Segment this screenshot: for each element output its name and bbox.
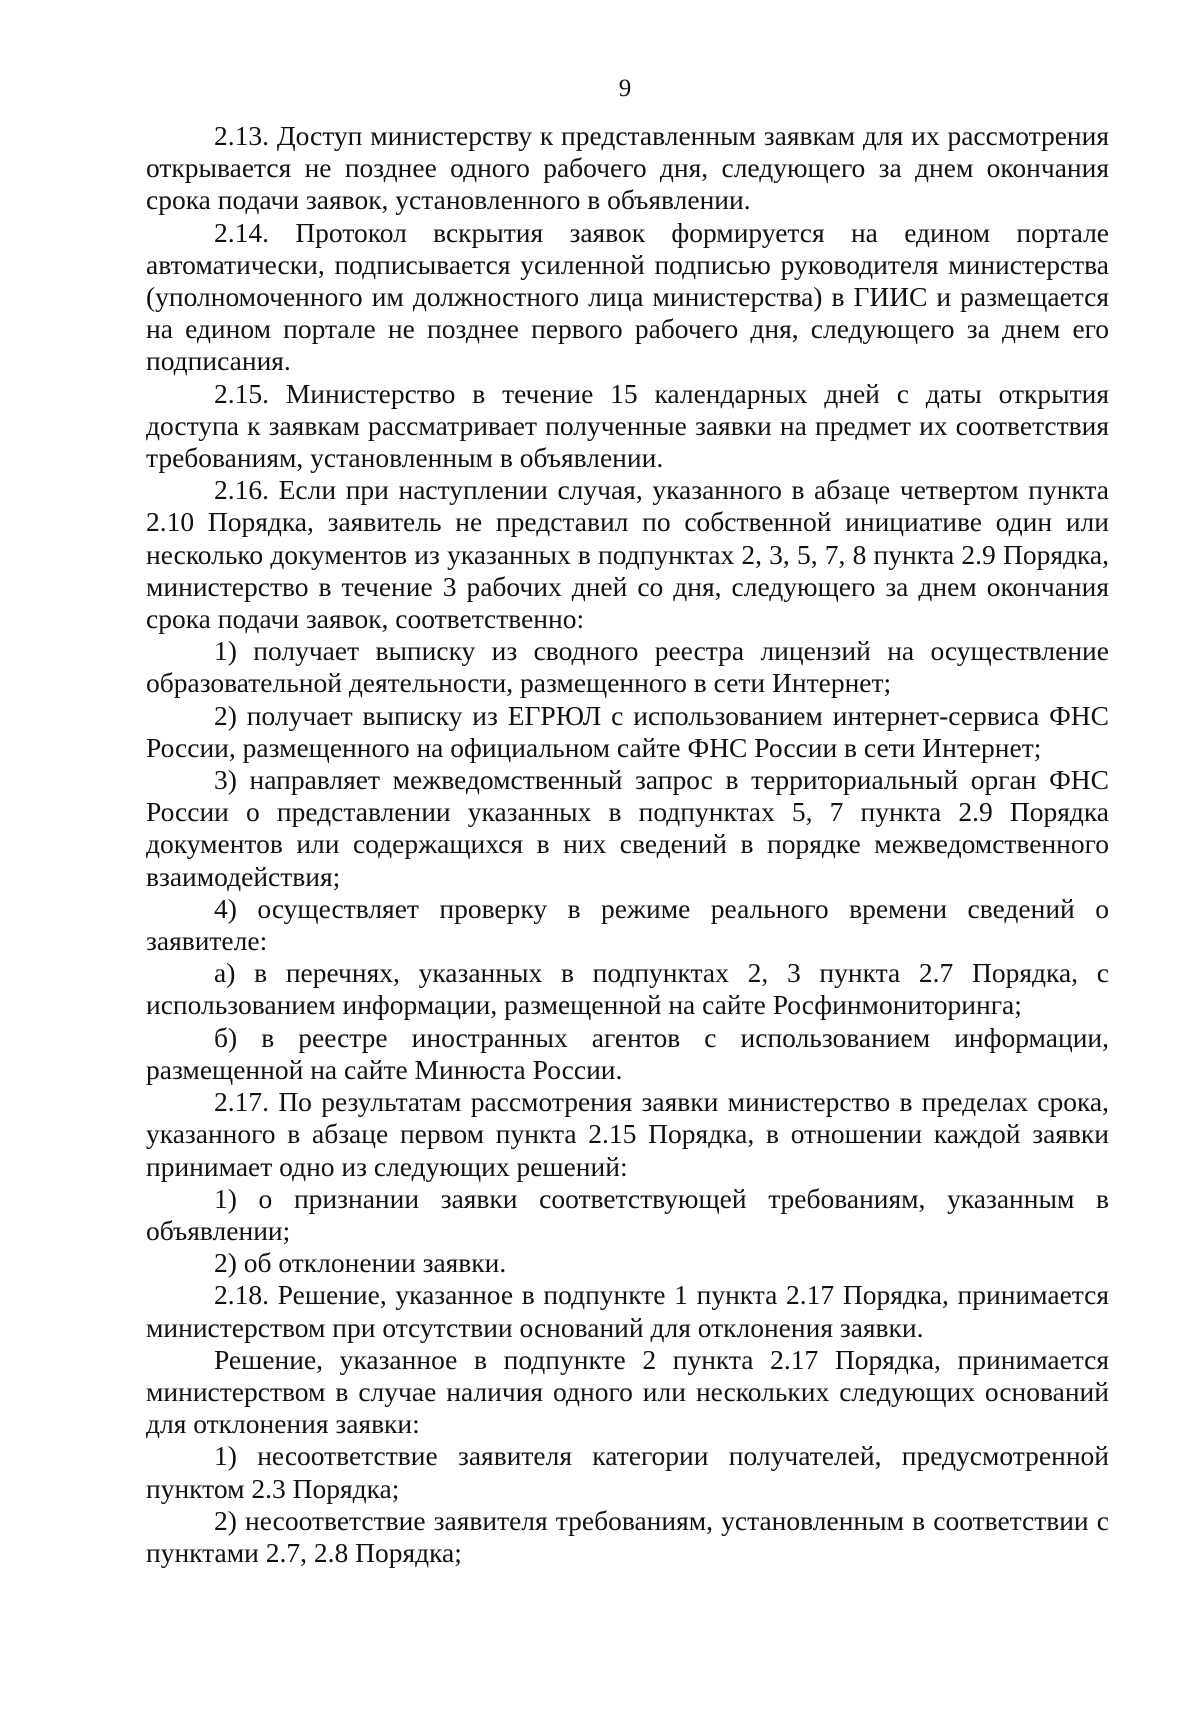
list-item-2-16-3: 3) направляет межведомственный запрос в территориальный орган ФНС России о представлении указанных в подпунктах 5, 7 пункта 2.9 Порядка документов или содержащихся в них сведений в порядке межведомственного взаимодействия; <box>146 764 1109 892</box>
sub-item-2-16-4-b: б) в реестре иностранных агентов с использованием информации, размещенной на сайте Минюста России. <box>146 1021 1109 1085</box>
paragraph-2-18-decision: Решение, указанное в подпункте 2 пункта 2.17 Порядка, принимается министерством в случае наличия одного или нескольких следующих оснований для отклонения заявки: <box>146 1343 1109 1440</box>
paragraph-2-15: 2.15. Министерство в течение 15 календарных дней с даты открытия доступа к заявкам рассматривает полученные заявки на предмет их соответствия требованиям, установленным в объявлении. <box>146 377 1109 474</box>
document-body <box>146 120 1109 1569</box>
list-item-2-16-2: 2) получает выписку из ЕГРЮЛ с использованием интернет-сервиса ФНС России, размещенного на официальном сайте ФНС России в сети Интернет; <box>146 699 1109 763</box>
list-item-2-18-1: 1) несоответствие заявителя категории получателей, предусмотренной пунктом 2.3 Порядка; <box>146 1440 1109 1504</box>
paragraph-2-14: 2.14. Протокол вскрытия заявок формируется на едином портале автоматически, подписывается усиленной подписью руководителя министерства (уполномоченного им должностного лица министерства) в ГИИС и размещается на едином портале не позднее первого рабочего дня, следующего за днем его подписания. <box>146 216 1109 377</box>
list-item-2-16-1: 1) получает выписку из сводного реестра лицензий на осуществление образовательной деятельности, размещенного в сети Интернет; <box>146 635 1109 699</box>
list-item-2-18-2: 2) несоответствие заявителя требованиям, установленным в соответствии с пунктами 2.7, 2.8 Порядка; <box>146 1504 1109 1568</box>
list-item-2-16-4: 4) осуществляет проверку в режиме реального времени сведений о заявителе: <box>146 892 1109 957</box>
page-number: 9 <box>618 75 632 102</box>
sub-item-2-16-4-a: а) в перечнях, указанных в подпунктах 2, 3 пункта 2.7 Порядка, с использованием информации, размещенной на сайте Росфинмониторинга; <box>146 957 1109 1021</box>
paragraph-2-18: 2.18. Решение, указанное в подпункте 1 пункта 2.17 Порядка, принимается министерством при отсутствии оснований для отклонения заявки. <box>146 1279 1109 1343</box>
list-item-2-17-1: 1) о признании заявки соответствующей требованиям, указанным в объявлении; <box>146 1182 1109 1246</box>
paragraph-2-13: 2.13. Доступ министерству к представленным заявкам для их рассмотрения открывается не позднее одного рабочего дня, следующего за днем окончания срока подачи заявок, установленного в объявлении. <box>146 120 1109 216</box>
paragraph-2-16: 2.16. Если при наступлении случая, указанного в абзаце четвертом пункта 2.10 Порядка, заявитель не представил по собственной инициативе один или несколько документов из указанных в подпунктах 2, 3, 5, 7, 8 пункта 2.9 Порядка, министерство в течение 3 рабочих дней со дня, следующего за днем окончания срока подачи заявок, соответственно: <box>146 474 1109 635</box>
list-item-2-17-2: 2) об отклонении заявки. <box>214 1247 507 1279</box>
paragraph-2-17: 2.17. По результатам рассмотрения заявки министерство в пределах срока, указанного в абзаце первом пункта 2.15 Порядка, в отношении каждой заявки принимает одно из следующих решений: <box>146 1086 1109 1182</box>
